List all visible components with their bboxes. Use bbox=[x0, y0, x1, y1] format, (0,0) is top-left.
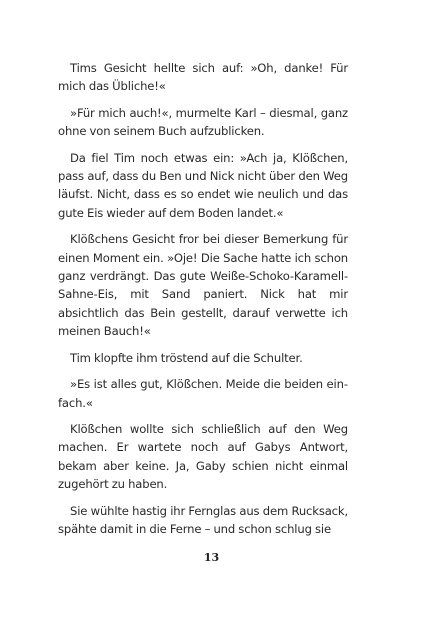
page-number: 13 bbox=[203, 551, 220, 564]
paragraph-7: Klößchen wollte sich schließlich auf den Weg machen. Er wartete noch auf Gabys Antwort, bekam aber keine. Ja, Gaby schien nicht einmal zugehört zu haben. bbox=[58, 421, 348, 492]
paragraph-8: Sie wühlte hastig ihr Fernglas aus dem Rucksack, spähte damit in die Ferne – und schon schlug sie bbox=[58, 503, 348, 536]
paragraph-3: Da fiel Tim noch etwas ein: »Ach ja, Klößchen, pass auf, dass du Ben und Nick nicht über den Weg läufst. Nicht, dass es so endet wie neulich und das gute Eis wieder auf dem Boden landet.« bbox=[58, 150, 348, 220]
paragraph-5: Tim klopfte ihm tröstend auf die Schulter. bbox=[70, 350, 303, 365]
paragraph-6: »Es ist alles gut, Klößchen. Meide die beiden einfach.« bbox=[58, 377, 348, 410]
body-text bbox=[58, 59, 348, 546]
paragraph-2: »Für mich auch!«, murmelte Karl – diesmal, ganz ohne von seinem Buch aufzublicken. bbox=[58, 105, 348, 139]
paragraph-1: Tims Gesicht hellte sich auf: »Oh, danke! Für mich das Übliche!« bbox=[58, 61, 348, 94]
paragraph-4: Klößchens Gesicht fror bei dieser Bemerkung für einen Moment ein. »Oje! Die Sache hatte ich schon ganz verdrängt. Das gute Weiße-Schoko-Karamell-Sahne-Eis, mit Sand paniert. Nick hat mir absichtlich das Bein gestellt, darauf verwette ich meinen Bauch!« bbox=[58, 232, 348, 339]
